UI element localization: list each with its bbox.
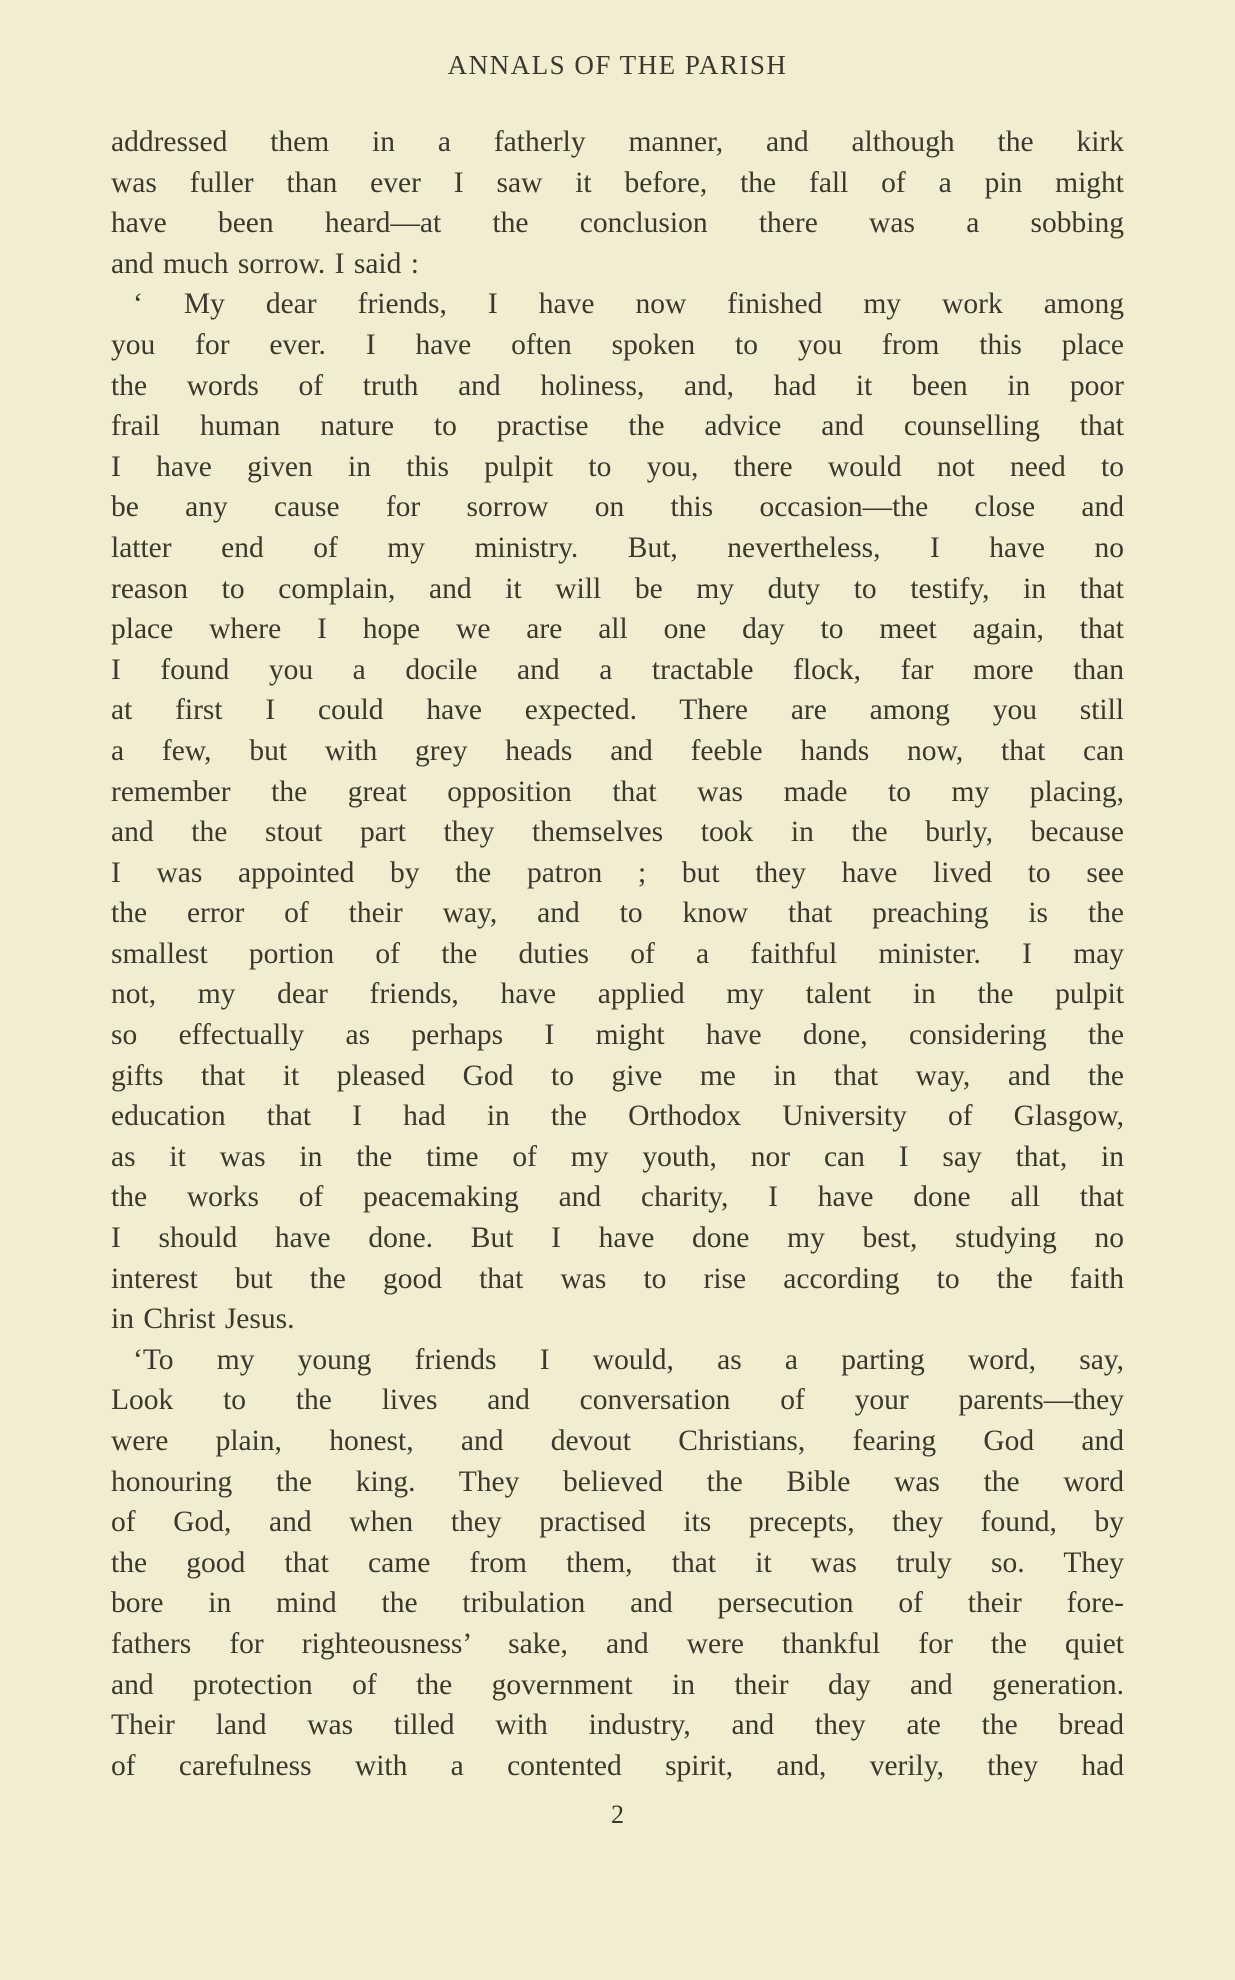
text-line: smallest portion of the duties of a faithful minister. I may [111,937,1124,970]
text-line: a few, but with grey heads and feeble hands now, that can [111,734,1124,767]
text-line: frail human nature to practise the advice and counselling that [111,410,1124,443]
text-line: latter end of my ministry. But, nevertheless, I have no [111,531,1124,564]
text-line: interest but the good that was to rise according to the faith [111,1262,1124,1295]
text-line: place where I hope we are all one day to meet again, that [111,613,1124,646]
text-line: of God, and when they practised its precepts, they found, by [111,1506,1124,1539]
text-line: the works of peacemaking and charity, I have done all that [111,1181,1124,1214]
text-line: the words of truth and holiness, and, had it been in poor [111,369,1124,402]
text-line: I should have done. But I have done my best, studying no [111,1222,1124,1255]
text-line: and the stout part they themselves took in the burly, because [111,816,1124,849]
page-body-text [111,122,1124,1786]
text-line: as it was in the time of my youth, nor can I say that, in [111,1140,1124,1173]
text-line: ‘To my young friends I would, as a parting word, say, [133,1343,1124,1376]
text-line: fathers for righteousness’ sake, and were thankful for the quiet [111,1627,1124,1660]
text-line: I was appointed by the patron ; but they have lived to see [111,856,1124,889]
running-header: ANNALS OF THE PARISH [447,50,788,80]
text-line: Look to the lives and conversation of your parents—they [111,1384,1124,1417]
text-line: at first I could have expected. There are among you still [111,694,1124,727]
text-line: reason to complain, and it will be my duty to testify, in that [111,572,1124,605]
text-line: Their land was tilled with industry, and they ate the bread [111,1709,1124,1742]
text-line: were plain, honest, and devout Christians, fearing God and [111,1425,1124,1457]
text-line: education that I had in the Orthodox University of Glasgow, [111,1100,1124,1133]
text-line: have been heard—at the conclusion there was a sobbing [111,207,1124,240]
text-line: of carefulness with a contented spirit, and, verily, they had [111,1749,1124,1782]
text-line: be any cause for sorrow on this occasion—the close and [111,491,1124,524]
text-line: was fuller than ever I saw it before, the fall of a pin might [111,166,1124,199]
text-line: honouring the king. They believed the Bible was the word [111,1465,1124,1498]
page-number: 2 [611,1800,624,1829]
text-line: addressed them in a fatherly manner, and although the kirk [111,126,1124,158]
text-line: and much sorrow. I said : [111,247,419,280]
text-line: ‘ My dear friends, I have now finished my work among [133,288,1124,321]
text-line: the good that came from them, that it was truly so. They [111,1546,1124,1579]
text-line: gifts that it pleased God to give me in that way, and the [111,1059,1124,1092]
text-line: I found you a docile and a tractable flock, far more than [111,653,1124,686]
text-line: bore in mind the tribulation and persecution of their fore- [111,1587,1124,1620]
text-line: I have given in this pulpit to you, there would not need to [111,450,1124,483]
text-line: you for ever. I have often spoken to you from this place [111,328,1124,361]
text-line: the error of their way, and to know that preaching is the [111,897,1124,930]
text-line: remember the great opposition that was made to my placing, [111,775,1124,808]
text-line: not, my dear friends, have applied my talent in the pulpit [111,978,1124,1011]
text-line: in Christ Jesus. [111,1303,295,1336]
text-line: so effectually as perhaps I might have done, considering the [111,1019,1124,1052]
text-line: and protection of the government in their day and generation. [111,1668,1124,1701]
